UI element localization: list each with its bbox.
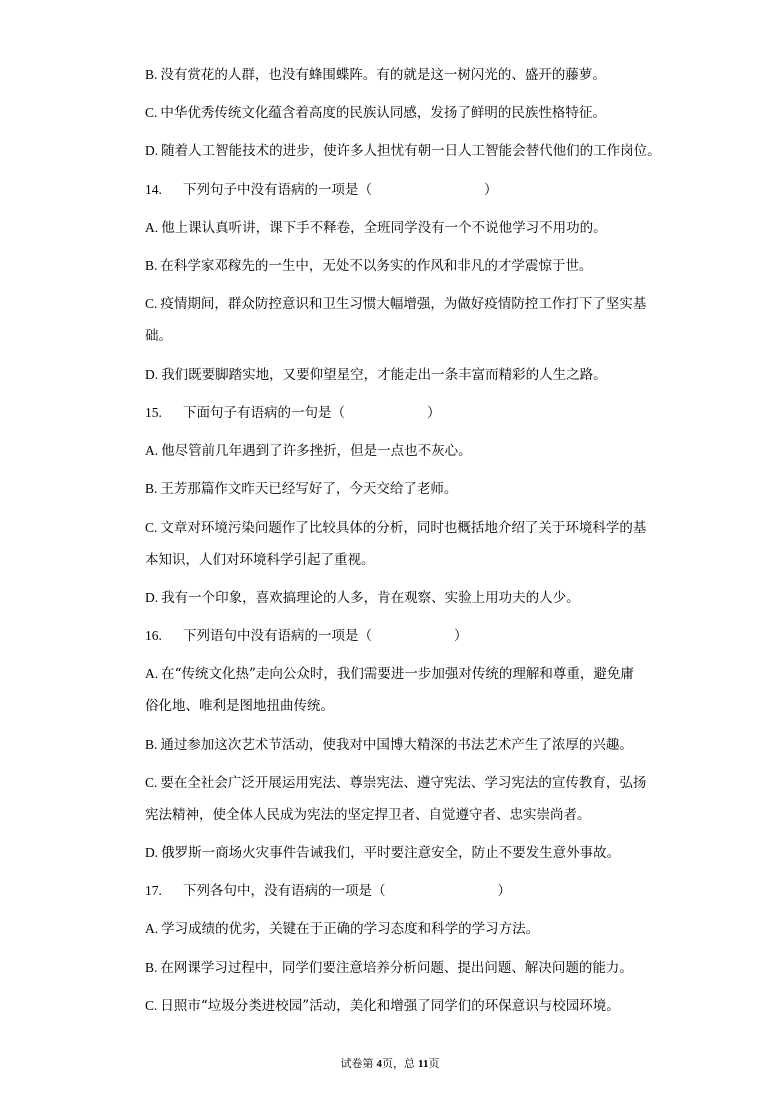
option-label: A.	[145, 219, 159, 235]
question-15-stem	[145, 397, 745, 429]
page-footer	[0, 1055, 780, 1073]
option-text: 学习成绩的优劣，关键在于正确的学习态度和科学的学习方法。	[161, 921, 540, 938]
footer-middle: 页，总	[382, 1057, 416, 1070]
option-line	[145, 990, 745, 1022]
option-line	[145, 837, 745, 869]
option-14-a	[145, 212, 745, 244]
option-14-d	[145, 359, 745, 391]
option-text: 我们既要脚踏实地，又要仰望星空，才能走出一条丰富而精彩的人生之路。	[161, 366, 607, 383]
option-line	[145, 135, 745, 167]
option-line	[145, 97, 745, 129]
bracket-open: （	[358, 181, 372, 198]
option-text: 日照市“垃圾分类进校园”活动，美化和增强了同学们的环保意识与校园环境。	[160, 997, 620, 1014]
option-text: 我有一个印象，喜欢搞理论的人多，肯在观察、实验上用功夫的人少。	[161, 589, 580, 606]
option-14-b	[145, 250, 745, 282]
question-stem-text: 下列语句中没有语病的一项是	[183, 628, 359, 645]
option-13-b	[145, 59, 745, 91]
question-line	[145, 620, 745, 652]
option-label: C.	[145, 519, 158, 535]
option-15-b	[145, 473, 745, 505]
option-16-a	[145, 658, 745, 722]
option-label: B.	[145, 258, 158, 274]
option-15-a	[145, 435, 745, 467]
option-label: C.	[145, 774, 158, 790]
question-stem-text: 下面句子有语病的一句是	[183, 404, 332, 421]
option-label: A.	[145, 921, 159, 937]
option-label: D.	[145, 844, 159, 860]
answer-blank	[372, 636, 454, 637]
question-stem-text: 下列各句中，没有语病的一项是	[183, 883, 372, 900]
option-line	[145, 435, 745, 467]
option-label: B.	[145, 959, 158, 975]
option-line	[145, 767, 745, 799]
footer-prefix: 试卷第	[340, 1057, 374, 1070]
question-17-stem	[145, 875, 745, 907]
bracket-close: ）	[427, 404, 441, 421]
question-line	[145, 397, 745, 429]
option-label: B.	[145, 736, 158, 752]
question-stem-text: 下列句子中没有语病的一项是	[183, 181, 359, 198]
footer-page-number: 4	[376, 1058, 383, 1070]
option-text: 在“传统文化热”走向公众时，我们需要进一步加强对传统的理解和尊重，避免庸	[161, 666, 634, 683]
question-number: 15.	[145, 404, 162, 420]
option-13-c	[145, 97, 745, 129]
option-text: 俄罗斯一商场火灾事件告诫我们，平时要注意安全，防止不要发生意外事故。	[161, 844, 621, 861]
option-17-c	[145, 990, 745, 1022]
option-16-b	[145, 729, 745, 761]
bracket-close: ）	[497, 883, 511, 900]
answer-blank	[372, 190, 484, 191]
option-label: B.	[145, 481, 158, 497]
option-17-b	[145, 952, 745, 984]
option-label: A.	[145, 443, 159, 459]
option-text-continued: 俗化地、唯利是图地扭曲传统。	[145, 698, 334, 715]
option-text: 要在全社会广泛开展运用宪法、尊崇宪法、遵守宪法、学习宪法的宣传教育，弘扬	[160, 774, 647, 791]
answer-blank	[386, 891, 498, 892]
option-text: 王芳那篇作文昨天已经写好了，今天交给了老师。	[160, 481, 458, 498]
option-line	[145, 952, 745, 984]
bracket-open: （	[358, 628, 372, 645]
option-label: D.	[145, 143, 159, 159]
footer-suffix: 页	[428, 1057, 440, 1070]
question-line	[145, 174, 745, 206]
option-14-c	[145, 288, 745, 352]
option-text: 他上课认真听讲，课下手不释卷，全班同学没有一个不说他学习不用功的。	[161, 219, 607, 236]
option-15-c	[145, 512, 745, 576]
option-16-c	[145, 767, 745, 831]
bracket-open: （	[331, 404, 345, 421]
option-text: 通过参加这次艺术节活动，使我对中国博大精深的书法艺术产生了浓厚的兴趣。	[160, 736, 633, 753]
option-label: C.	[145, 105, 158, 121]
bracket-close: ）	[454, 628, 468, 645]
option-line	[145, 473, 745, 505]
option-text: 在科学家邓稼先的一生中，无处不以务实的作风和非凡的才学震惊于世。	[160, 258, 593, 275]
option-text: 他尽管前几年遇到了许多挫折，但是一点也不灰心。	[161, 443, 472, 460]
question-line	[145, 875, 745, 907]
option-line	[145, 913, 745, 945]
option-line	[145, 250, 745, 282]
option-label: C.	[145, 296, 158, 312]
option-line	[145, 729, 745, 761]
option-15-d	[145, 582, 745, 614]
question-14-stem	[145, 174, 745, 206]
option-13-d	[145, 135, 745, 167]
option-line	[145, 288, 745, 320]
option-label: C.	[145, 997, 158, 1013]
option-label: A.	[145, 666, 159, 682]
option-text: 疫情期间，群众防控意识和卫生习惯大幅增强，为做好疫情防控工作打下了坚实基	[160, 296, 647, 313]
option-label: D.	[145, 589, 159, 605]
option-text-continued: 本知识，人们对环境科学引起了重视。	[145, 551, 375, 568]
answer-blank	[345, 413, 427, 414]
option-line	[145, 582, 745, 614]
option-text-continued: 础。	[145, 328, 172, 345]
question-content	[145, 59, 745, 1028]
option-text-continued: 宪法精神，使全体人民成为宪法的坚定捍卫者、自觉遵守者、忠实崇尚者。	[145, 806, 591, 823]
option-text: 没有赏花的人群，也没有蜂围蝶阵。有的就是这一树闪光的、盛开的藤萝。	[160, 67, 606, 83]
option-label: B.	[145, 67, 158, 82]
option-text: 文章对环境污染问题作了比较具体的分析，同时也概括地介绍了关于环境科学的基	[160, 519, 647, 536]
question-number: 16.	[145, 628, 162, 644]
option-line	[145, 59, 745, 91]
option-text: 中华优秀传统文化蕴含着高度的民族认同感，发扬了鲜明的民族性格特征。	[160, 105, 606, 122]
option-16-d	[145, 837, 745, 869]
footer-total-pages: 11	[418, 1058, 429, 1070]
option-line	[145, 512, 745, 544]
bracket-close: ）	[484, 181, 498, 198]
bracket-open: （	[372, 883, 386, 900]
option-17-a	[145, 913, 745, 945]
question-number: 14.	[145, 181, 162, 197]
option-text: 在网课学习过程中，同学们要注意培养分析问题、提出问题、解决问题的能力。	[160, 959, 633, 976]
question-16-stem	[145, 620, 745, 652]
option-line	[145, 212, 745, 244]
question-number: 17.	[145, 883, 162, 899]
option-line	[145, 359, 745, 391]
option-label: D.	[145, 366, 159, 382]
option-text: 随着人工智能技术的进步，使许多人担忧有朝一日人工智能会替代他们的工作岗位。	[161, 143, 661, 160]
option-line	[145, 658, 745, 690]
